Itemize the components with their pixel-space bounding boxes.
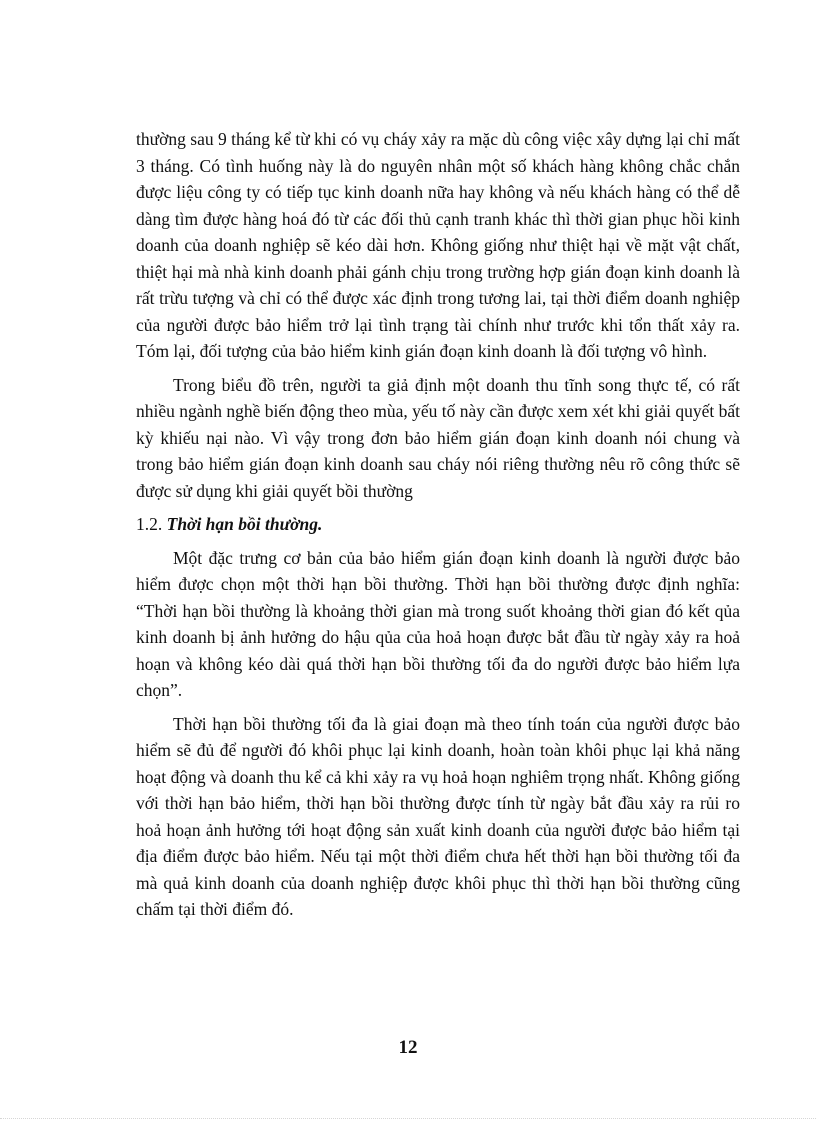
- page-bottom-divider: [0, 1118, 816, 1119]
- page-body: [136, 126, 740, 930]
- section-title: Thời hạn bồi thường.: [166, 514, 323, 534]
- body-paragraph: Trong biểu đồ trên, người ta giả định một doanh thu tĩnh song thực tế, có rất nhiều ngành nghề biến động theo mùa, yếu tố này cần được xem xét khi giải quyết bất kỳ khiếu nại nào. Vì vậy trong đơn bảo hiểm gián đoạn kinh doanh nói chung và trong bảo hiểm gián đoạn kinh doanh sau cháy nói riêng thường nêu rõ công thức sẽ được sử dụng khi giải quyết bồi thường: [136, 374, 740, 501]
- page-number: 12: [398, 1037, 418, 1058]
- body-paragraph: thường sau 9 tháng kể từ khi có vụ cháy xảy ra mặc dù công việc xây dựng lại chỉ mất 3 tháng. Có tình huống này là do nguyên nhân một số khách hàng không chắc chắn được liệu công ty có tiếp tục kinh doanh nữa hay không và nếu khách hàng có thể dễ dàng tìm được hàng hoá đó từ các đối thủ cạnh tranh khác thì thời gian phục hồi kinh doanh của doanh nghiệp sẽ kéo dài hơn. Không giống như thiệt hại về mặt vật chất, thiệt hại mà nhà kinh doanh phải gánh chịu trong trường hợp gián đoạn kinh doanh là rất trừu tượng và chỉ có thể được xác định trong tương lai, tại thời điểm doanh nghiệp của người được bảo hiểm trở lại tình trạng tài chính như trước khi tổn thất xảy ra. Tóm lại, đối tượng của bảo hiểm kinh gián đoạn kinh doanh là đối tượng vô hình.: [136, 129, 740, 361]
- body-paragraph: Thời hạn bồi thường tối đa là giai đoạn mà theo tính toán của người được bảo hiểm sẽ đủ để người đó khôi phục lại kinh doanh, hoàn toàn khôi phục lại khả năng hoạt động và doanh thu kể cả khi xảy ra vụ hoả hoạn nghiêm trọng nhất. Không giống với thời hạn bảo hiểm, thời hạn bồi thường được tính từ ngày bắt đầu xảy ra rủi ro hoả hoạn ảnh hưởng tới hoạt động sản xuất kinh doanh của người được bảo hiểm tại địa điểm được bảo hiểm. Nếu tại một thời điểm chưa hết thời hạn bồi thường tối đa mà quả kinh doanh của doanh nghiệp được khôi phục thì thời hạn bồi thường cũng chấm tại thời điểm đó.: [136, 713, 740, 919]
- section-number: 1.2.: [136, 514, 163, 534]
- body-paragraph: Một đặc trưng cơ bản của bảo hiểm gián đoạn kinh doanh là người được bảo hiểm được chọn một thời hạn bồi thường. Thời hạn bồi thường được định nghĩa: “Thời hạn bồi thường là khoảng thời gian mà trong suốt khoảng thời gian đó kết qủa kinh doanh bị ảnh hưởng do hậu qủa của hoả hoạn được bắt đầu từ ngày xảy ra hoả hoạn và không kéo dài quá thời hạn bồi thường tối đa do người được bảo hiểm lựa chọn”.: [136, 547, 740, 700]
- section-heading: [136, 511, 740, 538]
